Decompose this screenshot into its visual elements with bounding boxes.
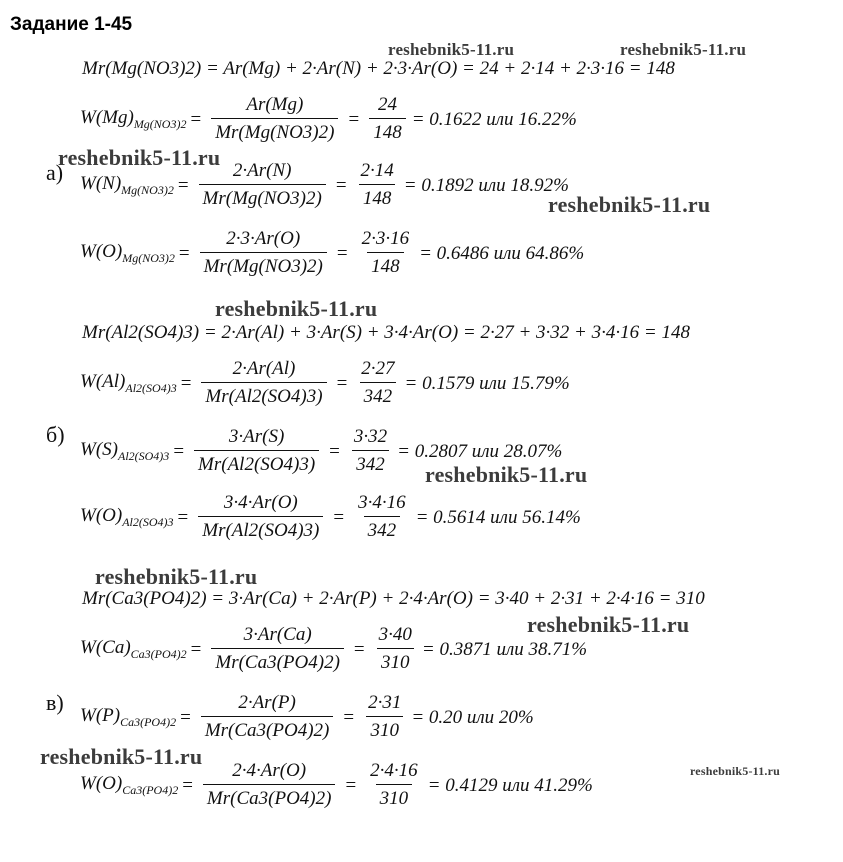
watermark: reshebnik5-11.ru	[388, 40, 515, 59]
watermark: reshebnik5-11.ru	[620, 40, 747, 59]
molar-mass-equation: Mr(Ca3(PO4)2) = 3·Ar(Ca) + 2·Ar(P) + 2·4·Ar(O) = 3·40 + 2·31 + 2·4·16 = 310	[82, 588, 705, 609]
numeric-fraction: $\frac{2\cdot 31}{310}$	[364, 690, 405, 745]
section-label-b: б)	[46, 422, 65, 447]
molar-mass-equation: Mr(Al2(SO4)3) = 2·Ar(Al) + 3·Ar(S) + 3·4·Ar(O) = 2·27 + 3·32 + 3·4·16 = 148	[82, 322, 690, 343]
mass-fraction-label: $W(N)_{Mg(NO3)2}$	[80, 173, 174, 197]
numeric-fraction: $\frac{2\cdot 4\cdot 16}{310}$	[366, 758, 422, 813]
page-title: Задание 1-45	[10, 14, 133, 35]
mass-fraction-label: $W(O)_{Ca3(PO4)2}$	[80, 773, 179, 797]
result: = 0.1892 или 18.92%	[403, 174, 569, 196]
numeric-fraction: $\frac{2\cdot 27}{342}$	[357, 356, 398, 411]
mass-fraction-label: $W(S)_{Al2(SO4)3}$	[80, 439, 170, 463]
fraction-equation: $W(N)_{Mg(NO3)2}$ = $\frac{2\cdot Ar(N)}{Mr(Mg(NO3)2)}$ = $\frac{2\cdot 14}{148}$ = 0.1892 или 18.92%	[80, 158, 569, 213]
fraction-equation: $W(O)_{Mg(NO3)2}$ = $\frac{2\cdot 3\cdot Ar(O)}{Mr(Mg(NO3)2)}$ = $\frac{2\cdot 3\cdot 16}{148}$ = 0.6486 или 64.86%	[80, 226, 584, 281]
numeric-fraction: $\frac{24}{148}$	[369, 92, 406, 147]
fraction-equation: $W(Al)_{Al2(SO4)3}$ = $\frac{2\cdot Ar(Al)}{Mr(Al2(SO4)3)}$ = $\frac{2\cdot 27}{342}$ = 0.1579 или 15.79%	[80, 356, 570, 411]
mass-fraction-label: $W(P)_{Ca3(PO4)2}$	[80, 705, 177, 729]
result: = 0.1622 или 16.22%	[411, 108, 577, 130]
numeric-fraction: $\frac{3\cdot 32}{342}$	[350, 424, 391, 479]
formula-fraction: $\frac{3\cdot 4\cdot Ar(O)}{Mr(Al2(SO4)3)}$	[198, 490, 323, 545]
formula-fraction: $\frac{2\cdot Ar(Al)}{Mr(Al2(SO4)3)}$	[201, 356, 326, 411]
section-label-c: в)	[46, 690, 64, 715]
watermark: reshebnik5-11.ru	[425, 462, 588, 487]
mass-fraction-label: $W(O)_{Mg(NO3)2}$	[80, 241, 175, 265]
fraction-equation: $W(Mg)_{Mg(NO3)2}$ = $\frac{Ar(Mg)}{Mr(Mg(NO3)2)}$ = $\frac{24}{148}$ = 0.1622 или 16.22%	[80, 92, 577, 147]
result: = 0.3871 или 38.71%	[421, 638, 588, 660]
section-label-a: а)	[46, 160, 64, 185]
result: = 0.6486 или 64.86%	[419, 242, 585, 264]
mass-fraction-label: $W(Al)_{Al2(SO4)3}$	[80, 371, 177, 395]
watermark: reshebnik5-11.ru	[527, 612, 690, 637]
result: = 0.1579 или 15.79%	[404, 372, 570, 394]
watermark: reshebnik5-11.ru	[95, 564, 258, 589]
numeric-fraction: $\frac{3\cdot 40}{310}$	[375, 622, 416, 677]
formula-fraction: $\frac{2\cdot 4\cdot Ar(O)}{Mr(Ca3(PO4)2)}$	[203, 758, 336, 813]
formula-fraction: $\frac{2\cdot Ar(N)}{Mr(Mg(NO3)2)}$	[199, 158, 326, 213]
watermark: reshebnik5-11.ru	[548, 192, 711, 217]
fraction-equation: $W(O)_{Ca3(PO4)2}$ = $\frac{2\cdot 4\cdot Ar(O)}{Mr(Ca3(PO4)2)}$ = $\frac{2\cdot 4\cdot 16}{310}$ = 0.4129 или 41.29%	[80, 758, 593, 813]
result: = 0.5614 или 56.14%	[415, 506, 581, 528]
fraction-equation: $W(S)_{Al2(SO4)3}$ = $\frac{3\cdot Ar(S)}{Mr(Al2(SO4)3)}$ = $\frac{3\cdot 32}{342}$ = 0.2807 или 28.07%	[80, 424, 562, 479]
result: = 0.4129 или 41.29%	[427, 774, 593, 796]
formula-fraction: $\frac{3\cdot Ar(S)}{Mr(Al2(SO4)3)}$	[194, 424, 319, 479]
formula-fraction: $\frac{2\cdot Ar(P)}{Mr(Ca3(PO4)2)}$	[201, 690, 334, 745]
result: = 0.20 или 20%	[411, 706, 534, 728]
numeric-fraction: $\frac{2\cdot 3\cdot 16}{148}$	[358, 226, 414, 281]
watermark: reshebnik5-11.ru	[58, 145, 221, 170]
watermark: reshebnik5-11.ru	[690, 764, 780, 778]
result: = 0.2807 или 28.07%	[397, 440, 563, 462]
watermark: reshebnik5-11.ru	[215, 296, 378, 321]
molar-mass-equation: Mr(Mg(NO3)2) = Ar(Mg) + 2·Ar(N) + 2·3·Ar(O) = 24 + 2·14 + 2·3·16 = 148	[82, 58, 675, 79]
numeric-fraction: $\frac{2\cdot 14}{148}$	[357, 158, 398, 213]
mass-fraction-label: $W(O)_{Al2(SO4)3}$	[80, 505, 174, 529]
formula-fraction: $\frac{3\cdot Ar(Ca)}{Mr(Ca3(PO4)2)}$	[211, 622, 344, 677]
mass-fraction-label: $W(Ca)_{Ca3(PO4)2}$	[80, 637, 187, 661]
fraction-equation: $W(Ca)_{Ca3(PO4)2}$ = $\frac{3\cdot Ar(Ca)}{Mr(Ca3(PO4)2)}$ = $\frac{3\cdot 40}{310}$ = 0.3871 или 38.71%	[80, 622, 587, 677]
numeric-fraction: $\frac{3\cdot 4\cdot 16}{342}$	[354, 490, 410, 545]
mass-fraction-label: $W(Mg)_{Mg(NO3)2}$	[80, 107, 187, 131]
fraction-equation: $W(O)_{Al2(SO4)3}$ = $\frac{3\cdot 4\cdot Ar(O)}{Mr(Al2(SO4)3)}$ = $\frac{3\cdot 4\cdot 16}{342}$ = 0.5614 или 56.14%	[80, 490, 581, 545]
formula-fraction: $\frac{Ar(Mg)}{Mr(Mg(NO3)2)}$	[211, 92, 338, 147]
formula-fraction: $\frac{2\cdot 3\cdot Ar(O)}{Mr(Mg(NO3)2)}$	[200, 226, 327, 281]
watermark: reshebnik5-11.ru	[40, 744, 203, 769]
fraction-equation: $W(P)_{Ca3(PO4)2}$ = $\frac{2\cdot Ar(P)}{Mr(Ca3(PO4)2)}$ = $\frac{2\cdot 31}{310}$ = 0.20 или 20%	[80, 690, 534, 745]
